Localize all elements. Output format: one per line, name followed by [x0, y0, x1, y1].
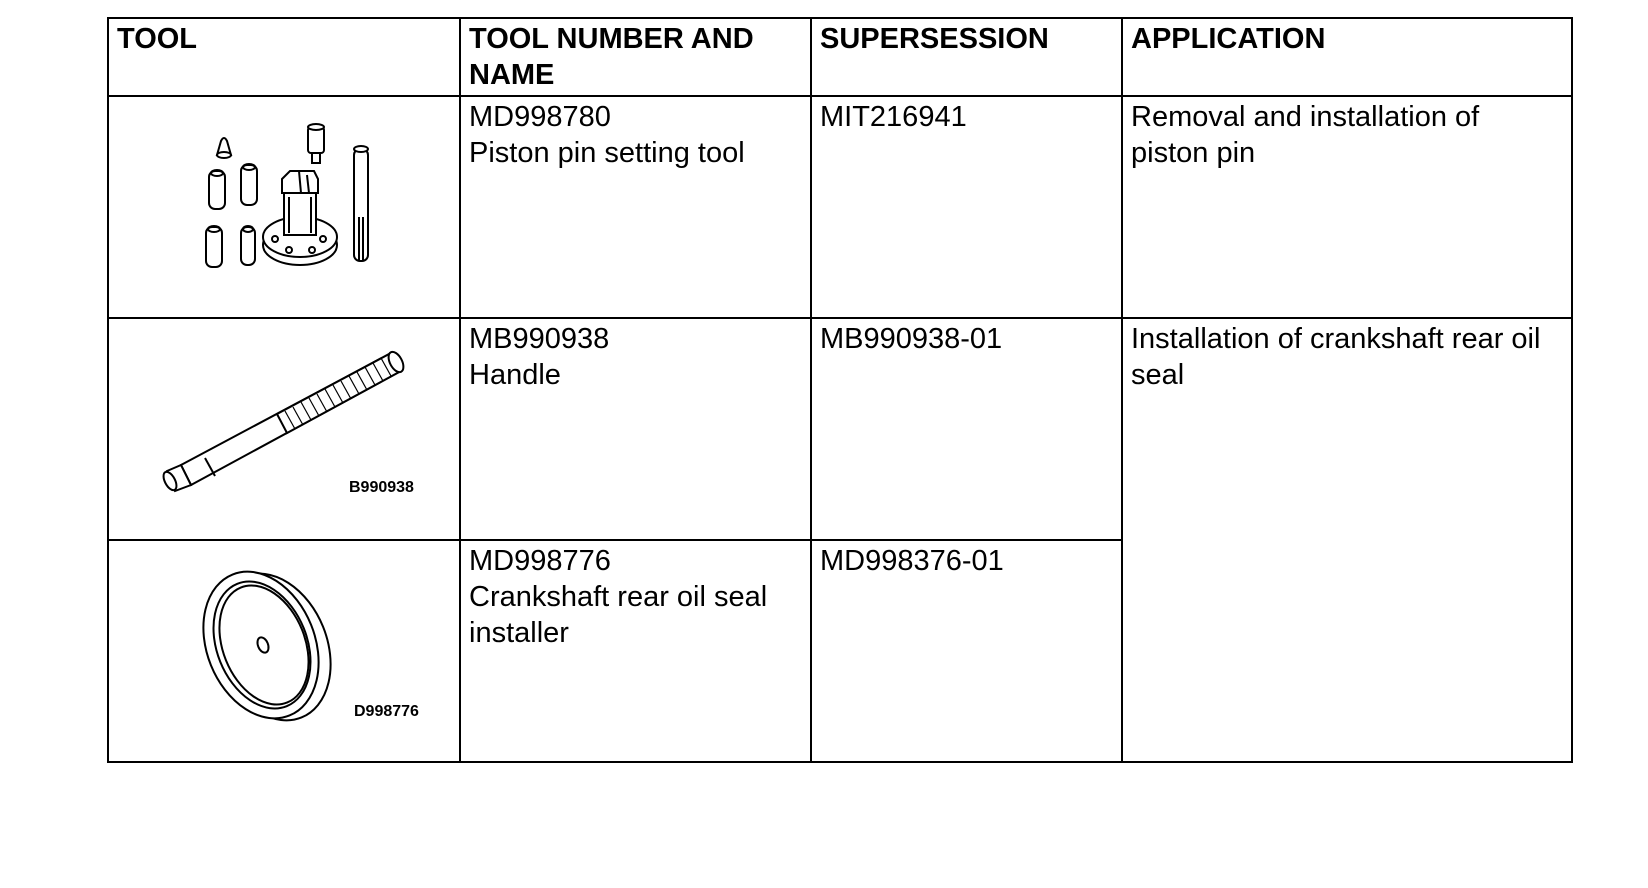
tool-name: Crankshaft rear oil seal installer: [469, 581, 768, 649]
header-supersession: SUPERSESSION: [811, 18, 1122, 96]
special-tools-table: [107, 17, 1573, 763]
application-cell: Installation of crankshaft rear oil seal: [1122, 318, 1572, 762]
tool-image-cell: [108, 318, 460, 540]
header-row: [108, 18, 1572, 96]
supersession-cell: MB990938-01: [811, 318, 1122, 540]
figure-code: B990938: [349, 479, 414, 496]
application-cell: Removal and installation of piston pin: [1122, 96, 1572, 318]
tool-number-and-name-cell: [460, 540, 811, 762]
header-tool-number-and-name: TOOL NUMBER AND NAME: [460, 18, 811, 96]
supersession-cell: MD998376-01: [811, 540, 1122, 762]
tool-number: MD998780: [469, 101, 611, 133]
tool-number: MB990938: [469, 323, 610, 355]
tool-image-cell: [108, 540, 460, 762]
figure-code: D998776: [354, 703, 419, 720]
tool-number-and-name-cell: [460, 318, 811, 540]
piston-pin-setting-tool-icon: [109, 97, 461, 319]
header-tool: TOOL: [108, 18, 460, 96]
tool-name: Handle: [469, 359, 561, 391]
table-row: [108, 318, 1572, 540]
tool-name: Piston pin setting tool: [469, 137, 745, 169]
tool-number-and-name-cell: [460, 96, 811, 318]
oil-seal-installer-icon: [109, 541, 461, 763]
table-row: [108, 96, 1572, 318]
header-application: APPLICATION: [1122, 18, 1572, 96]
tool-image-cell: [108, 96, 460, 318]
handle-icon: [109, 319, 461, 541]
supersession-cell: MIT216941: [811, 96, 1122, 318]
tool-number: MD998776: [469, 545, 611, 577]
